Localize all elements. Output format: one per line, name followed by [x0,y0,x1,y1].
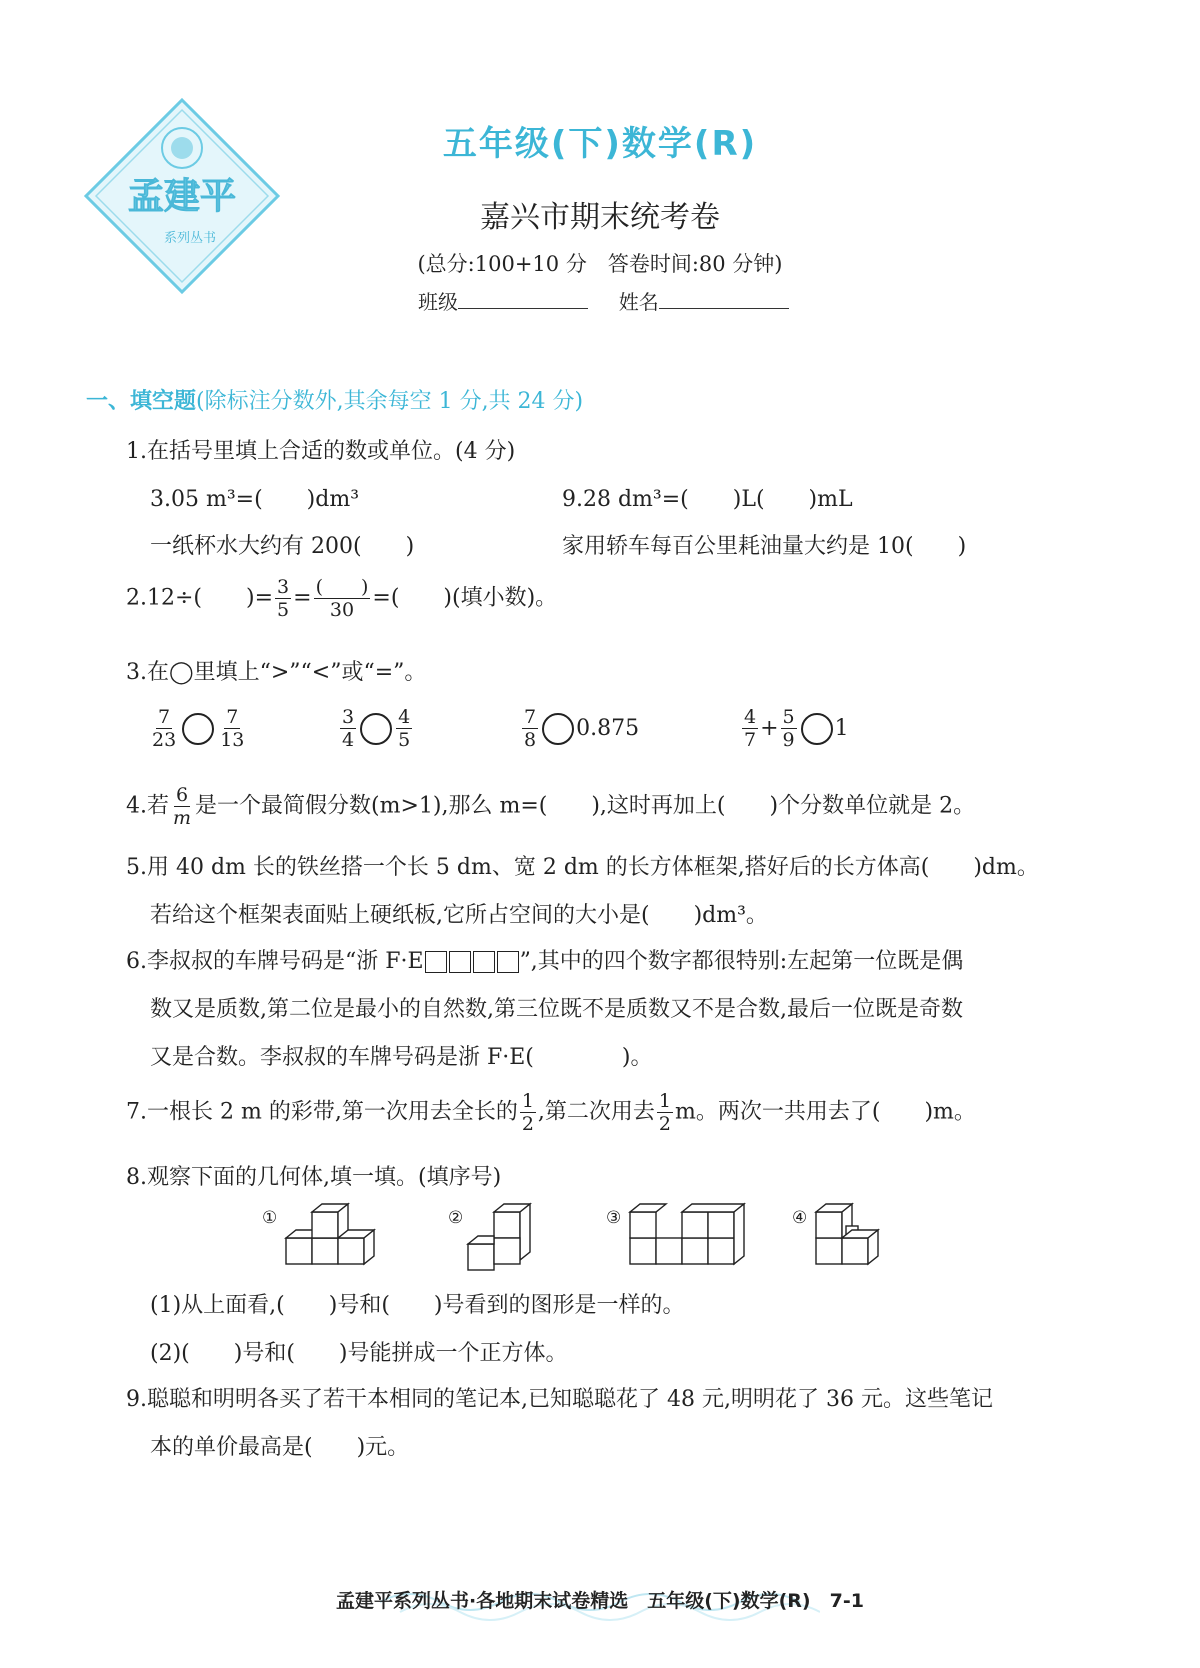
question-3-item-1: $\frac{7}{23}$ $\frac{7}{13}$ [152,706,245,751]
question-1-d: 家用轿车每百公里耗油量大约是 10( ) [562,534,967,559]
section-heading [86,384,583,415]
question-7: 7.一根长 2 m 的彩带,第一次用去全长的 $\frac{1}{2}$ ,第二次用去 $\frac{1}{2}$ m。两次一共用去了( )m。 [126,1090,976,1135]
question-9-line-1: 9.聪聪和明明各买了若干本相同的笔记本,已知聪聪花了 48 元,明明花了 36 元。这些笔记 [126,1387,993,1412]
name-label: 姓名 [618,290,659,314]
question-8-sub-2: (2)( )号和( )号能拼成一个正方体。 [150,1341,568,1366]
section-title: 一、填空题 [86,389,197,414]
solid-1 [286,1204,374,1264]
student-info-row [418,286,789,315]
question-9-line-2: 本的单价最高是( )元。 [150,1435,410,1460]
solid-label-2: ② [448,1208,464,1228]
plate-box [425,951,447,973]
solid-3 [630,1204,744,1264]
compare-circle[interactable] [801,713,833,745]
solid-label-4: ④ [792,1208,808,1228]
question-5-line-1: 5.用 40 dm 长的铁丝搭一个长 5 dm、宽 2 dm 的长方体框架,搭好后的长方体高( )dm。 [126,855,1039,880]
fraction: $\frac{( )}{30}$ [315,576,369,621]
compare-circle[interactable] [542,713,574,745]
solid-2 [468,1204,530,1270]
compare-circle[interactable] [182,713,214,745]
solid-label-1: ① [262,1208,278,1228]
solid-4 [816,1204,878,1264]
question-1-b: 9.28 dm³=( )L( )mL [562,487,853,512]
name-field[interactable] [659,288,789,309]
class-label: 班级 [418,290,458,314]
page-footer: 孟建平系列丛书·各地期末试卷精选 五年级(下)数学(R) 7-1 [336,1590,864,1612]
compare-circle[interactable] [360,713,392,745]
logo-series: 系列丛书 [163,231,217,246]
question-2: 2.12÷( )= $\frac{3}{5}$ = $\frac{( )}{30}$ =( )(填小数)。 [126,576,558,621]
question-3-stem: 3.在◯里填上“>”“<”或“=”。 [126,660,427,685]
plate-box [449,951,471,973]
question-6-line-1: 6.李叔叔的车牌号码是“浙 F·E ”,其中的四个数字都很特别:左起第一位既是偶 [126,949,964,974]
question-1-stem: 1.在括号里填上合适的数或单位。(4 分) [126,439,516,464]
question-3-item-3: $\frac{7}{8}$ 0.875 [524,706,640,751]
class-field[interactable] [458,288,588,309]
question-4: 4.若 $\frac{6}{m}$ 是一个最简假分数(m>1),那么 m=( ),这时再加上( )个分数单位就是 2。 [126,784,976,829]
plate-box [497,951,519,973]
fraction: $\frac{3}{5}$ [277,576,290,621]
exam-subtitle: 嘉兴市期末统考卷 [480,200,720,235]
question-6-line-2: 数又是质数,第二位是最小的自然数,第三位既不是质数又不是合数,最后一位既是奇数 [150,997,963,1022]
question-5-line-2: 若给这个框架表面贴上硬纸板,它所占空间的大小是( )dm³。 [150,903,768,928]
solid-label-3: ③ [606,1208,622,1228]
question-8-stem: 8.观察下面的几何体,填一填。(填序号) [126,1165,502,1190]
solids-figure [280,1200,900,1284]
question-3-item-2: $\frac{3}{4}$ $\frac{4}{5}$ [342,706,411,751]
section-note: (除标注分数外,其余每空 1 分,共 24 分) [196,389,584,414]
question-1-c: 一纸杯水大约有 200( ) [150,534,415,559]
question-6-line-3: 又是合数。李叔叔的车牌号码是浙 F·E( )。 [150,1045,653,1070]
question-3-item-4: $\frac{4}{7}$ + $\frac{5}{9}$ 1 [744,706,849,751]
page-title: 五年级(下)数学(R) [442,124,758,164]
question-8-sub-1: (1)从上面看,( )号和( )号看到的图形是一样的。 [150,1293,685,1318]
logo-brand: 孟建平 [127,176,237,217]
plate-box [473,951,495,973]
question-1-a: 3.05 m³=( )dm³ [150,487,360,512]
exam-info: (总分:100+10 分 答卷时间:80 分钟) [417,252,783,276]
